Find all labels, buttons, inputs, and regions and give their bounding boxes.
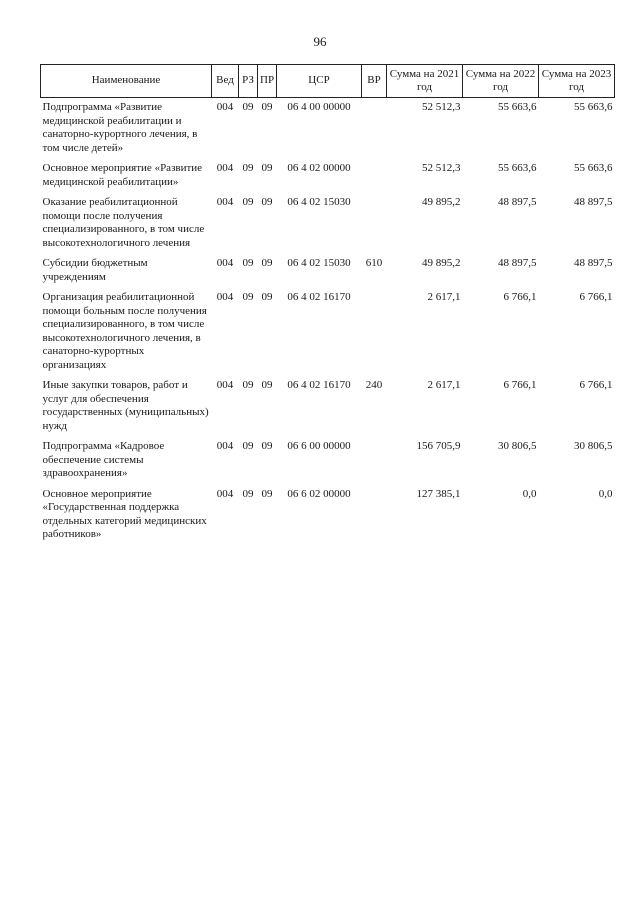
cell-sum-2022: 48 897,5 xyxy=(498,196,537,208)
table-row xyxy=(41,98,615,160)
table-row xyxy=(41,193,615,254)
cell-rz: 09 xyxy=(242,291,254,303)
cell-ved: 004 xyxy=(216,379,234,391)
cell-rz: 09 xyxy=(242,440,254,452)
table-row xyxy=(41,437,615,485)
cell-sum-2021: 52 512,3 xyxy=(422,162,461,174)
cell-ved: 004 xyxy=(216,291,234,303)
cell-ved: 004 xyxy=(216,101,234,113)
cell-sum-2023: 55 663,6 xyxy=(574,101,613,113)
cell-csr: 06 4 02 15030 xyxy=(287,196,351,208)
cell-pr: 09 xyxy=(261,162,273,174)
cell-ved: 004 xyxy=(216,162,234,174)
header-sum-2022: Сумма на 2022 год xyxy=(463,65,539,98)
cell-vr: 240 xyxy=(365,379,383,391)
cell-rz: 09 xyxy=(242,196,254,208)
cell-ved: 004 xyxy=(216,440,234,452)
cell-csr: 06 4 02 00000 xyxy=(287,162,351,174)
cell-name: Оказание реабилитационной помощи после получения специализированного, в том числе высокотехнологичного лечения xyxy=(42,196,205,249)
cell-sum-2021: 2 617,1 xyxy=(427,291,461,303)
header-sum-2023: Сумма на 2023 год xyxy=(539,65,615,98)
cell-sum-2023: 48 897,5 xyxy=(574,196,613,208)
cell-pr: 09 xyxy=(261,440,273,452)
header-csr: ЦСР xyxy=(277,65,362,98)
cell-rz: 09 xyxy=(242,257,254,269)
cell-pr: 09 xyxy=(261,196,273,208)
cell-pr: 09 xyxy=(261,257,273,269)
table-header xyxy=(41,65,615,98)
cell-csr: 06 4 02 16170 xyxy=(287,379,351,391)
cell-vr xyxy=(362,437,387,485)
table-row xyxy=(41,288,615,376)
cell-vr: 610 xyxy=(365,257,383,269)
cell-csr: 06 4 02 16170 xyxy=(287,291,351,303)
cell-vr xyxy=(362,159,387,193)
cell-sum-2023: 6 766,1 xyxy=(579,379,613,391)
cell-sum-2022: 55 663,6 xyxy=(498,101,537,113)
cell-name: Подпрограмма «Развитие медицинской реабилитации и санаторно-курортного лечения, в том числе детей» xyxy=(42,101,198,154)
cell-sum-2023: 48 897,5 xyxy=(574,257,613,269)
cell-sum-2021: 156 705,9 xyxy=(416,440,461,452)
cell-ved: 004 xyxy=(216,487,234,500)
cell-ved: 004 xyxy=(216,196,234,208)
header-rz: РЗ xyxy=(239,65,258,98)
table-row xyxy=(41,485,615,546)
cell-sum-2023: 30 806,5 xyxy=(574,440,613,452)
cell-sum-2021: 49 895,2 xyxy=(422,257,461,269)
cell-pr: 09 xyxy=(261,379,273,391)
cell-vr xyxy=(362,485,387,546)
cell-name: Иные закупки товаров, работ и услуг для обеспечения государственных (муниципальных) нужд xyxy=(42,379,209,432)
cell-sum-2023: 6 766,1 xyxy=(579,291,613,303)
header-ved: Вед xyxy=(212,65,239,98)
cell-pr: 09 xyxy=(261,487,273,500)
cell-sum-2022: 6 766,1 xyxy=(503,291,537,303)
cell-sum-2021: 52 512,3 xyxy=(422,101,461,113)
cell-csr: 06 6 00 00000 xyxy=(287,440,351,452)
cell-sum-2022: 30 806,5 xyxy=(498,440,537,452)
cell-csr: 06 6 02 00000 xyxy=(287,487,351,500)
table-row xyxy=(41,159,615,193)
cell-rz: 09 xyxy=(242,162,254,174)
cell-rz: 09 xyxy=(242,379,254,391)
page-number: 96 xyxy=(313,34,327,49)
cell-pr: 09 xyxy=(261,101,273,113)
cell-ved: 004 xyxy=(216,257,234,269)
budget-table xyxy=(40,64,615,546)
cell-name: Основное мероприятие «Государственная поддержка отдельных категорий медицинских работников» xyxy=(42,487,207,540)
table-row xyxy=(41,254,615,288)
cell-sum-2022: 48 897,5 xyxy=(498,257,537,269)
cell-csr: 06 4 00 00000 xyxy=(287,101,351,113)
header-vr: ВР xyxy=(362,65,387,98)
cell-pr: 09 xyxy=(261,291,273,303)
table-body xyxy=(41,98,615,546)
cell-csr: 06 4 02 15030 xyxy=(287,257,351,269)
cell-sum-2022: 6 766,1 xyxy=(503,379,537,391)
table-row xyxy=(41,376,615,437)
cell-vr xyxy=(362,193,387,254)
header-pr: ПР xyxy=(258,65,277,98)
header-name: Наименование xyxy=(41,65,212,98)
cell-rz: 09 xyxy=(242,487,254,500)
cell-sum-2023: 55 663,6 xyxy=(574,162,613,174)
header-sum-2021: Сумма на 2021 год xyxy=(387,65,463,98)
cell-vr xyxy=(362,288,387,376)
cell-sum-2021: 2 617,1 xyxy=(427,379,461,391)
cell-rz: 09 xyxy=(242,101,254,113)
cell-sum-2023: 0,0 xyxy=(598,487,613,500)
cell-name: Подпрограмма «Кадровое обеспечение системы здравоохранения» xyxy=(42,440,165,479)
cell-name: Организация реабилитационной помощи больным после получения специализированного, в том числе высокотехнологичного лечения, в санаторно-курортных организациях xyxy=(42,291,207,371)
cell-name: Основное мероприятие «Развитие медицинской реабилитации» xyxy=(42,162,203,188)
cell-sum-2021: 49 895,2 xyxy=(422,196,461,208)
cell-name: Субсидии бюджетным учреждениям xyxy=(42,257,148,283)
cell-vr xyxy=(362,98,387,160)
cell-sum-2021: 127 385,1 xyxy=(416,487,461,500)
cell-sum-2022: 0,0 xyxy=(522,487,537,500)
cell-sum-2022: 55 663,6 xyxy=(498,162,537,174)
